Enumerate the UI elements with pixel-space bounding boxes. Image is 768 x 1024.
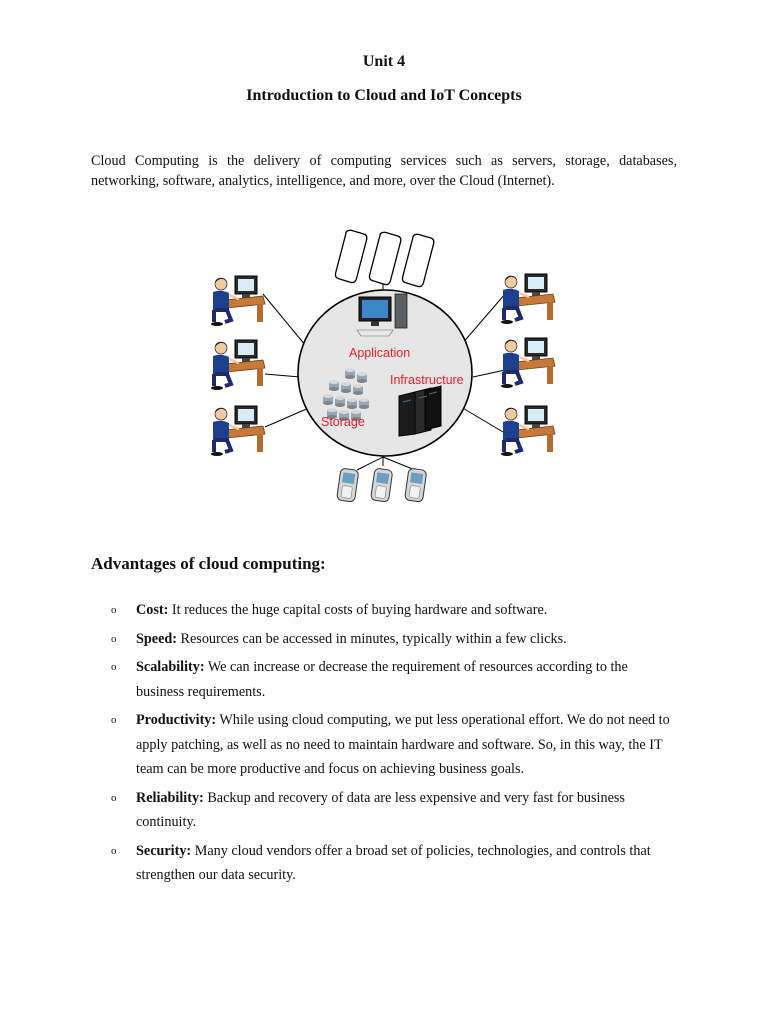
infrastructure-label: Infrastructure xyxy=(390,373,464,387)
advantage-text: We can increase or decrease the requirement of resources according to the business requirements. xyxy=(136,659,628,700)
advantage-text: Backup and recovery of data are less expensive and very fast for business continuity. xyxy=(136,789,625,830)
advantage-text: It reduces the huge capital costs of buying hardware and software. xyxy=(168,602,548,618)
mobile-phones-bottom xyxy=(337,468,427,502)
list-item xyxy=(0,839,768,888)
advantages-list xyxy=(0,598,768,888)
bullet: o xyxy=(111,791,117,804)
unit-title: Unit 4 xyxy=(362,53,406,70)
advantage-text: While using cloud computing, we put less operational effort. We do not need to apply patching, as well as no need to maintain hardware and software. So, in this way, the IT team can be more productive and focus on achieving business goals. xyxy=(136,712,670,777)
list-item xyxy=(0,598,768,623)
advantage-text: Resources can be accessed in minutes, typically within a few clicks. xyxy=(177,630,567,647)
bullet: o xyxy=(111,604,117,616)
list-item xyxy=(0,655,768,704)
advantage-term: Reliability: xyxy=(136,789,204,806)
advantage-text: Many cloud vendors offer a broad set of policies, technologies, and controls that strengthen our data security. xyxy=(136,842,651,883)
storage-label: Storage xyxy=(321,415,365,429)
smartphones-top xyxy=(335,230,434,288)
bullet: o xyxy=(111,844,117,857)
intro-paragraph: Cloud Computing is the delivery of computing services such as servers, storage, databases, networking, software, analytics, intelligence, and more, over the Cloud (Internet). xyxy=(91,153,677,189)
advantage-term: Scalability: xyxy=(136,659,205,675)
advantage-term: Cost: xyxy=(136,602,169,618)
bullet: o xyxy=(111,714,117,726)
advantage-term: Security: xyxy=(136,842,192,859)
advantages-heading: Advantages of cloud computing: xyxy=(91,554,326,573)
list-item xyxy=(0,627,768,652)
user-workstations-left xyxy=(211,276,265,456)
list-item xyxy=(0,786,768,835)
bullet: o xyxy=(111,632,117,645)
advantage-term: Speed: xyxy=(136,630,177,647)
user-workstations-right xyxy=(501,274,555,456)
bullet: o xyxy=(111,661,117,673)
list-item xyxy=(0,708,768,782)
page-title: Introduction to Cloud and IoT Concepts xyxy=(246,87,522,104)
application-label: Application xyxy=(349,346,411,360)
cloud-computing-diagram xyxy=(205,222,565,512)
advantage-term: Productivity: xyxy=(136,712,217,728)
